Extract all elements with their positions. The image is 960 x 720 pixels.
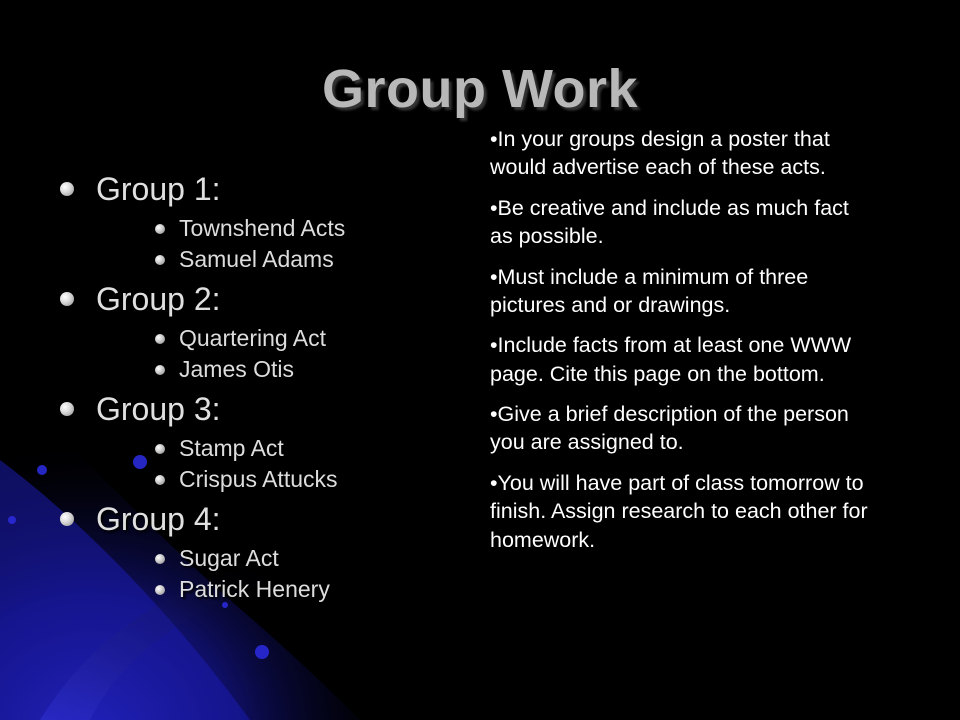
- group-1: [60, 165, 460, 275]
- group-1-item-2: [155, 244, 460, 275]
- item-text: Patrick Henery: [179, 576, 330, 602]
- group-3-item-2: [155, 464, 460, 495]
- bullet-icon: [60, 292, 74, 306]
- bullet-icon: [60, 402, 74, 416]
- bullet-icon: [155, 255, 165, 265]
- instruction-6: •You will have part of class tomorrow to finish. Assign research to each other for homework.: [490, 470, 868, 552]
- bullet-icon: [155, 365, 165, 375]
- group-4-item-1: [155, 543, 460, 574]
- bullet-icon: [155, 475, 165, 485]
- instructions-list: [490, 125, 870, 566]
- instruction-3: •Must include a minimum of three pictures and or drawings.: [490, 264, 809, 317]
- group-3: [60, 385, 460, 495]
- item-text: Stamp Act: [179, 435, 284, 461]
- slide-title: Group Work: [321, 59, 638, 119]
- item-text: Crispus Attucks: [179, 466, 338, 492]
- group-1-label: Group 1:: [96, 170, 221, 207]
- group-2-label: Group 2:: [96, 280, 221, 317]
- group-4-label: Group 4:: [96, 500, 221, 537]
- group-4: [60, 495, 460, 605]
- bullet-icon: [60, 512, 74, 526]
- bullet-icon: [155, 224, 165, 234]
- group-1-heading: [60, 165, 460, 213]
- item-text: Townshend Acts: [179, 215, 346, 241]
- group-2: [60, 275, 460, 385]
- item-text: James Otis: [179, 356, 295, 382]
- bullet-icon: [155, 334, 165, 344]
- bullet-icon: [155, 444, 165, 454]
- item-text: Quartering Act: [179, 325, 327, 351]
- group-4-item-2: [155, 574, 460, 605]
- group-1-item-1: [155, 213, 460, 244]
- bullet-icon: [155, 585, 165, 595]
- group-2-item-1: [155, 323, 460, 354]
- group-list: [60, 165, 460, 605]
- group-4-heading: [60, 495, 460, 543]
- group-3-item-1: [155, 433, 460, 464]
- item-text: Samuel Adams: [179, 246, 334, 272]
- instruction-4: •Include facts from at least one WWW page. Cite this page on the bottom.: [490, 333, 852, 386]
- instruction-5: •Give a brief description of the person you are assigned to.: [490, 402, 849, 455]
- group-2-item-2: [155, 354, 460, 385]
- item-text: Sugar Act: [179, 545, 279, 571]
- group-2-heading: [60, 275, 460, 323]
- instruction-2: •Be creative and include as much fact as possible.: [490, 195, 849, 249]
- bullet-icon: [60, 182, 74, 196]
- bullet-icon: [155, 554, 165, 564]
- group-3-label: Group 3:: [96, 390, 221, 427]
- instruction-1: •In your groups design a poster that would advertise each of these acts.: [490, 127, 830, 180]
- group-3-heading: [60, 385, 460, 433]
